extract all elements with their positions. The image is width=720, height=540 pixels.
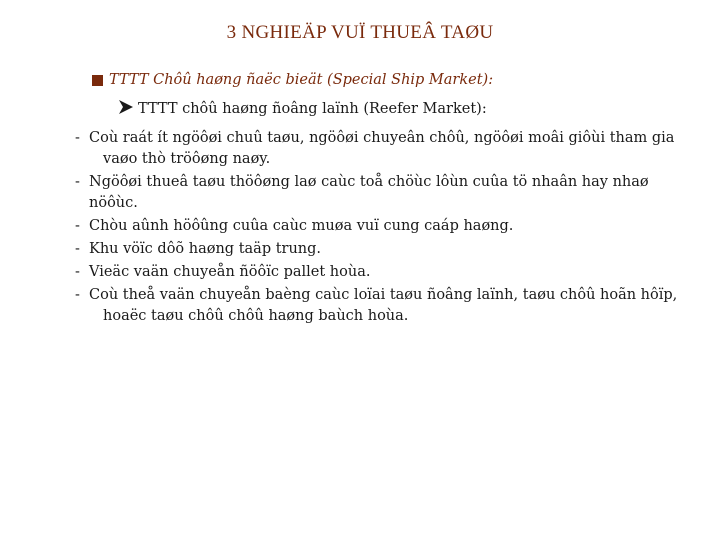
list-item xyxy=(75,262,695,283)
slide-title: 3 NGHIEÄP VUÏ THUEÂ TAØU xyxy=(226,22,494,43)
dash-marker: - xyxy=(75,287,80,303)
list-item-text: Coù theå vaän chuyeån baèng caùc loïai taøu ñoâng laïnh, taøu chôû hoãn hôïp, xyxy=(89,287,678,303)
list-item xyxy=(75,128,695,170)
dash-marker: - xyxy=(75,264,80,280)
list-item xyxy=(75,285,695,327)
list-item-text: Ngöôøi thueâ taøu thöôøng laø caùc toå chöùc lôùn cuûa tö nhaân hay nhaø nöôùc. xyxy=(89,174,649,211)
list-item-continuation: vaøo thò tröôøng naøy. xyxy=(103,151,271,167)
list-item-text: Khu vöïc dôõ haøng taäp trung. xyxy=(89,241,322,257)
dash-marker: - xyxy=(75,174,80,190)
section-heading-text: TTTT Chôû haøng ñaëc bieät (Special Ship Market): xyxy=(109,72,494,88)
list-item-continuation: hoaëc taøu chôû chôû haøng baùch hoùa. xyxy=(103,308,409,324)
section-heading xyxy=(92,72,493,88)
subsection-heading xyxy=(118,99,487,119)
list-item-text: Chòu aûnh höôûng cuûa caùc muøa vuï cung caáp haøng. xyxy=(89,218,514,234)
list-item-text: Coù raát ít ngöôøi chuû taøu, ngöôøi chuyeân chôû, ngöôøi moâi giôùi tham gia xyxy=(89,130,675,146)
list-item xyxy=(75,216,695,237)
dash-marker: - xyxy=(75,130,80,146)
arrow-bullet-icon xyxy=(118,99,134,119)
list-item xyxy=(75,172,695,214)
square-q-bullet-icon xyxy=(92,75,103,86)
list-item-text: Vieäc vaän chuyeån ñöôïc pallet hoùa. xyxy=(89,264,371,280)
bullet-list xyxy=(75,128,695,329)
dash-marker: - xyxy=(75,218,80,234)
subsection-heading-text: TTTT chôû haøng ñoâng laïnh (Reefer Market): xyxy=(138,101,487,117)
dash-marker: - xyxy=(75,241,80,257)
list-item xyxy=(75,239,695,260)
